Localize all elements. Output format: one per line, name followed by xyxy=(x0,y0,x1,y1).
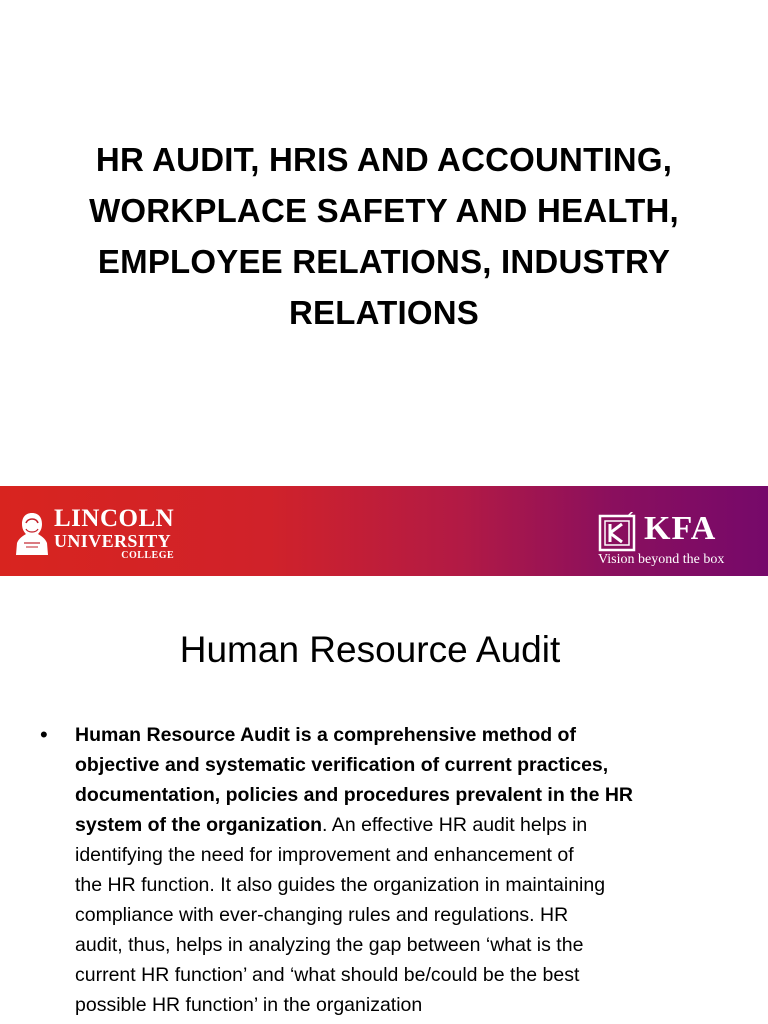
slide-title xyxy=(40,134,728,338)
bullet-line xyxy=(75,960,735,990)
bullet-bold-text: objective and systematic verification of current practices, xyxy=(75,754,609,776)
bullet-text xyxy=(75,720,735,1020)
title-line-3: EMPLOYEE RELATIONS, INDUSTRY xyxy=(97,243,671,280)
bullet-normal-text: audit, thus, helps in analyzing the gap between ‘what is the xyxy=(75,934,584,956)
bullet-line xyxy=(75,840,735,870)
bullet-normal-text: identifying the need for improvement and enhancement of xyxy=(75,844,574,866)
bullet-line xyxy=(75,810,735,840)
bullet-normal-text: . An effective HR audit helps in xyxy=(322,814,588,836)
kfa-box-icon xyxy=(598,512,638,552)
title-line-2: WORKPLACE SAFETY AND HEALTH, xyxy=(89,192,679,229)
bullet-line xyxy=(75,990,735,1020)
kfa-logo xyxy=(596,496,756,566)
bullet-dot-icon: • xyxy=(40,722,48,747)
bullet-line xyxy=(75,780,735,810)
bullet-line xyxy=(75,930,735,960)
lincoln-university-logo xyxy=(14,504,175,561)
kfa-tagline: Vision beyond the box xyxy=(598,552,725,567)
lincoln-bust-icon xyxy=(14,509,50,557)
college-wordmark: COLLEGE xyxy=(121,549,175,561)
bullet-line xyxy=(75,900,735,930)
university-wordmark: UNIVERSITY xyxy=(54,530,172,551)
title-slide xyxy=(0,0,768,486)
bullet-line xyxy=(75,720,735,750)
bullet-line xyxy=(75,750,735,780)
bullet-bold-text: documentation, policies and procedures prevalent in the HR xyxy=(75,784,634,806)
slide-heading: Human Resource Audit xyxy=(179,629,561,670)
content-slide xyxy=(0,576,768,1024)
bullet-normal-text: current HR function’ and ‘what should be/could be the best xyxy=(75,964,580,986)
bullet-line xyxy=(75,870,735,900)
bullet-normal-text: compliance with ever-changing rules and regulations. HR xyxy=(75,904,569,926)
title-line-4: RELATIONS xyxy=(288,294,480,331)
bullet-bold-text: Human Resource Audit is a comprehensive method of xyxy=(75,724,576,746)
lincoln-wordmark: LINCOLN xyxy=(54,504,175,532)
logo-banner xyxy=(0,486,768,576)
bullet-normal-text: possible HR function’ in the organization xyxy=(75,994,423,1016)
bullet-bold-text: system of the organization xyxy=(75,814,323,836)
title-line-1: HR AUDIT, HRIS AND ACCOUNTING, xyxy=(95,141,673,178)
kfa-wordmark: KFA xyxy=(644,510,717,547)
bullet-normal-text: the HR function. It also guides the organization in maintaining xyxy=(75,874,606,896)
